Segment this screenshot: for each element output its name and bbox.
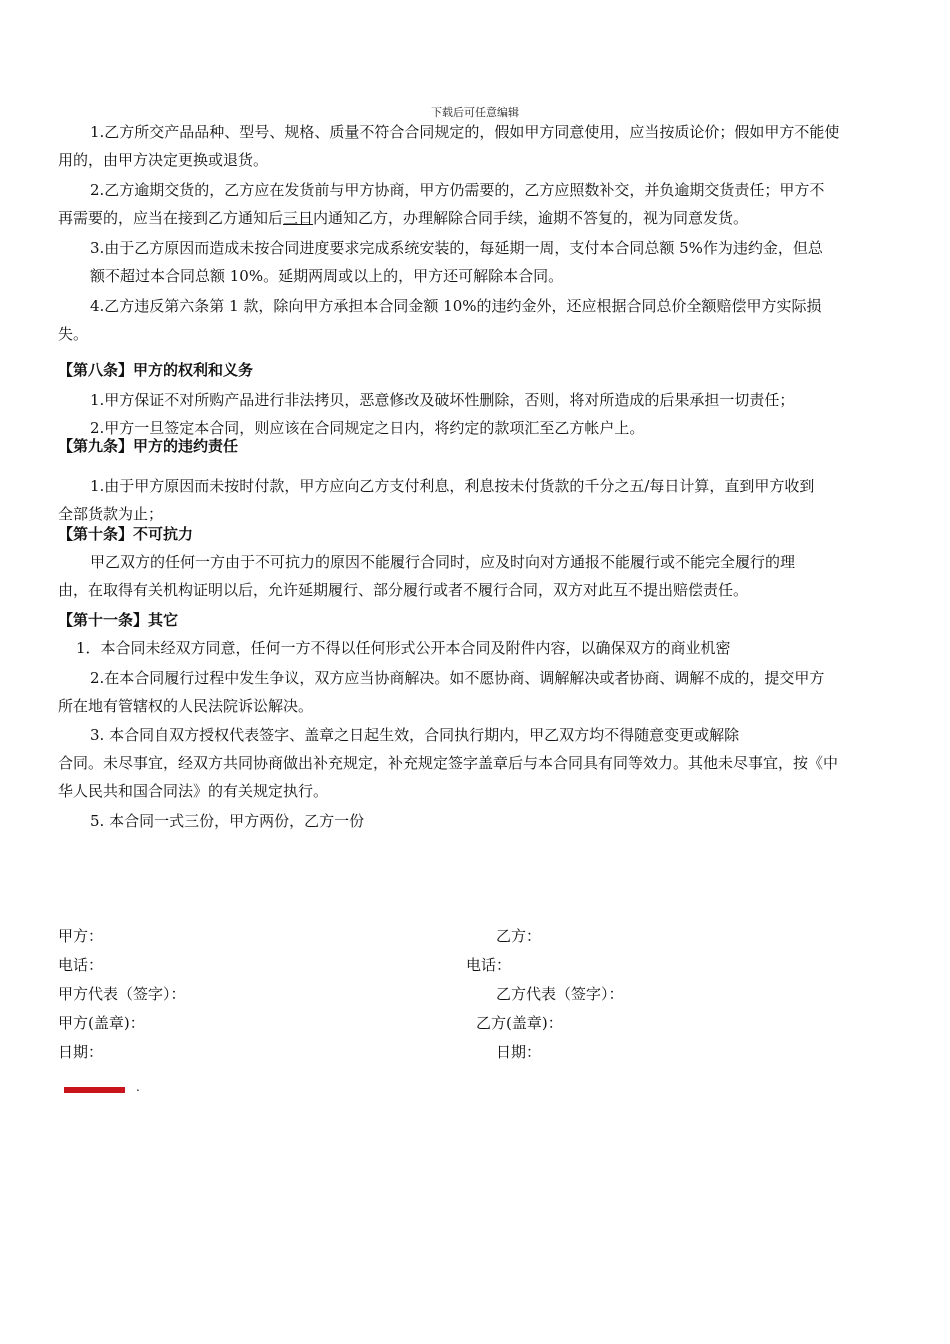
art11-p2-line2: 所在地有管辖权的人民法院诉讼解决。: [58, 697, 314, 715]
art11-p5: 5. 本合同一式三份，甲方两份，乙方一份: [90, 812, 365, 830]
art7-p3-line1: 3.由于乙方原因而造成未按合同进度要求完成系统安装的，每延期一周，支付本合同总额 5%作为违约金，但总: [90, 239, 823, 257]
art7-p2-line2-b: 内通知乙方，办理解除合同手续，逾期不答复的，视为同意发货。: [313, 209, 749, 227]
art7-p2-line1: 2.乙方逾期交货的，乙方应在发货前与甲方协商，甲方仍需要的，乙方应照数补交，并负逾期交货责任；甲方不: [90, 181, 825, 199]
art7-p2-line2-a: 再需要的，应当在接到乙方通知后: [58, 209, 284, 227]
art9-heading: 【第九条】甲方的违约责任: [58, 437, 239, 455]
seal-b-label: 乙方(盖章)：: [476, 1014, 563, 1032]
rep-b-label: 乙方代表（签字）：: [496, 985, 624, 1003]
art11-p1: 1．本合同未经双方同意，任何一方不得以任何形式公开本合同及附件内容，以确保双方的商业机密: [76, 639, 731, 657]
seal-a-label: 甲方(盖章)：: [58, 1014, 145, 1032]
art11-p3-line2: 合同。未尽事宜，经双方共同协商做出补充规定，补充规定签字盖章后与本合同具有同等效力。其他未尽事宜，按《中: [58, 754, 839, 772]
three-days-underlined: 三日: [283, 209, 314, 227]
art7-p3-line2: 额不超过本合同总额 10%。延期两周或以上的，甲方还可解除本合同。: [90, 267, 564, 285]
art11-p3-line3: 华人民共和国合同法》的有关规定执行。: [58, 782, 329, 800]
footer-dot: .: [136, 1080, 140, 1094]
art9-p1-line1: 1.由于甲方原因而未按时付款，甲方应向乙方支付利息，利息按未付货款的千分之五/每日计算，直到甲方收到: [90, 477, 815, 495]
art10-p1-line2: 由，在取得有关机构证明以后，允许延期履行、部分履行或者不履行合同，双方对此互不提出赔偿责任。: [58, 581, 749, 599]
art8-p2: 2.甲方一旦签定本合同，则应该在合同规定之日内，将约定的款项汇至乙方帐户上。: [90, 419, 645, 437]
art11-p2-line1: 2.在本合同履行过程中发生争议，双方应当协商解决。如不愿协商、调解解决或者协商、调解不成的，提交甲方: [90, 669, 825, 687]
art8-heading: 【第八条】甲方的权利和义务: [58, 361, 254, 379]
art9-p1-line2: 全部货款为止；: [58, 505, 164, 523]
party-b-label: 乙方：: [496, 927, 542, 945]
art7-p1-line2: 用的，由甲方决定更换或退货。: [58, 151, 269, 169]
date-a-label: 日期：: [58, 1043, 104, 1061]
art10-p1-line1: 甲乙双方的任何一方由于不可抗力的原因不能履行合同时，应及时向对方通报不能履行或不能完全履行的理: [90, 553, 796, 571]
art7-p4-line2: 失。: [58, 325, 89, 343]
art11-heading: 【第十一条】其它: [58, 611, 179, 629]
party-a-label: 甲方：: [58, 927, 104, 945]
phone-a-label: 电话：: [58, 956, 104, 974]
art11-p3-line1: 3. 本合同自双方授权代表签字、盖章之日起生效，合同执行期内，甲乙双方均不得随意变更或解除: [90, 726, 740, 744]
download-note: 下载后可任意编辑: [431, 106, 519, 119]
red-mark-bar: [64, 1087, 125, 1093]
phone-b-label: 电话：: [466, 956, 512, 974]
art8-p1: 1.甲方保证不对所购产品进行非法拷贝，恶意修改及破坏性删除，否则，将对所造成的后果承担一切责任；: [90, 391, 795, 409]
rep-a-label: 甲方代表（签字）：: [58, 985, 186, 1003]
art10-heading: 【第十条】不可抗力: [58, 525, 194, 543]
art7-p4-line1: 4.乙方违反第六条第 1 款，除向甲方承担本合同金额 10%的违约金外，还应根据合同总价全额赔偿甲方实际损: [90, 297, 822, 315]
art7-p1-line1: 1.乙方所交产品品种、型号、规格、质量不符合合同规定的，假如甲方同意使用，应当按质论价；假如甲方不能使: [90, 123, 840, 141]
art7-p2-line2: [58, 208, 748, 228]
date-b-label: 日期：: [496, 1043, 542, 1061]
